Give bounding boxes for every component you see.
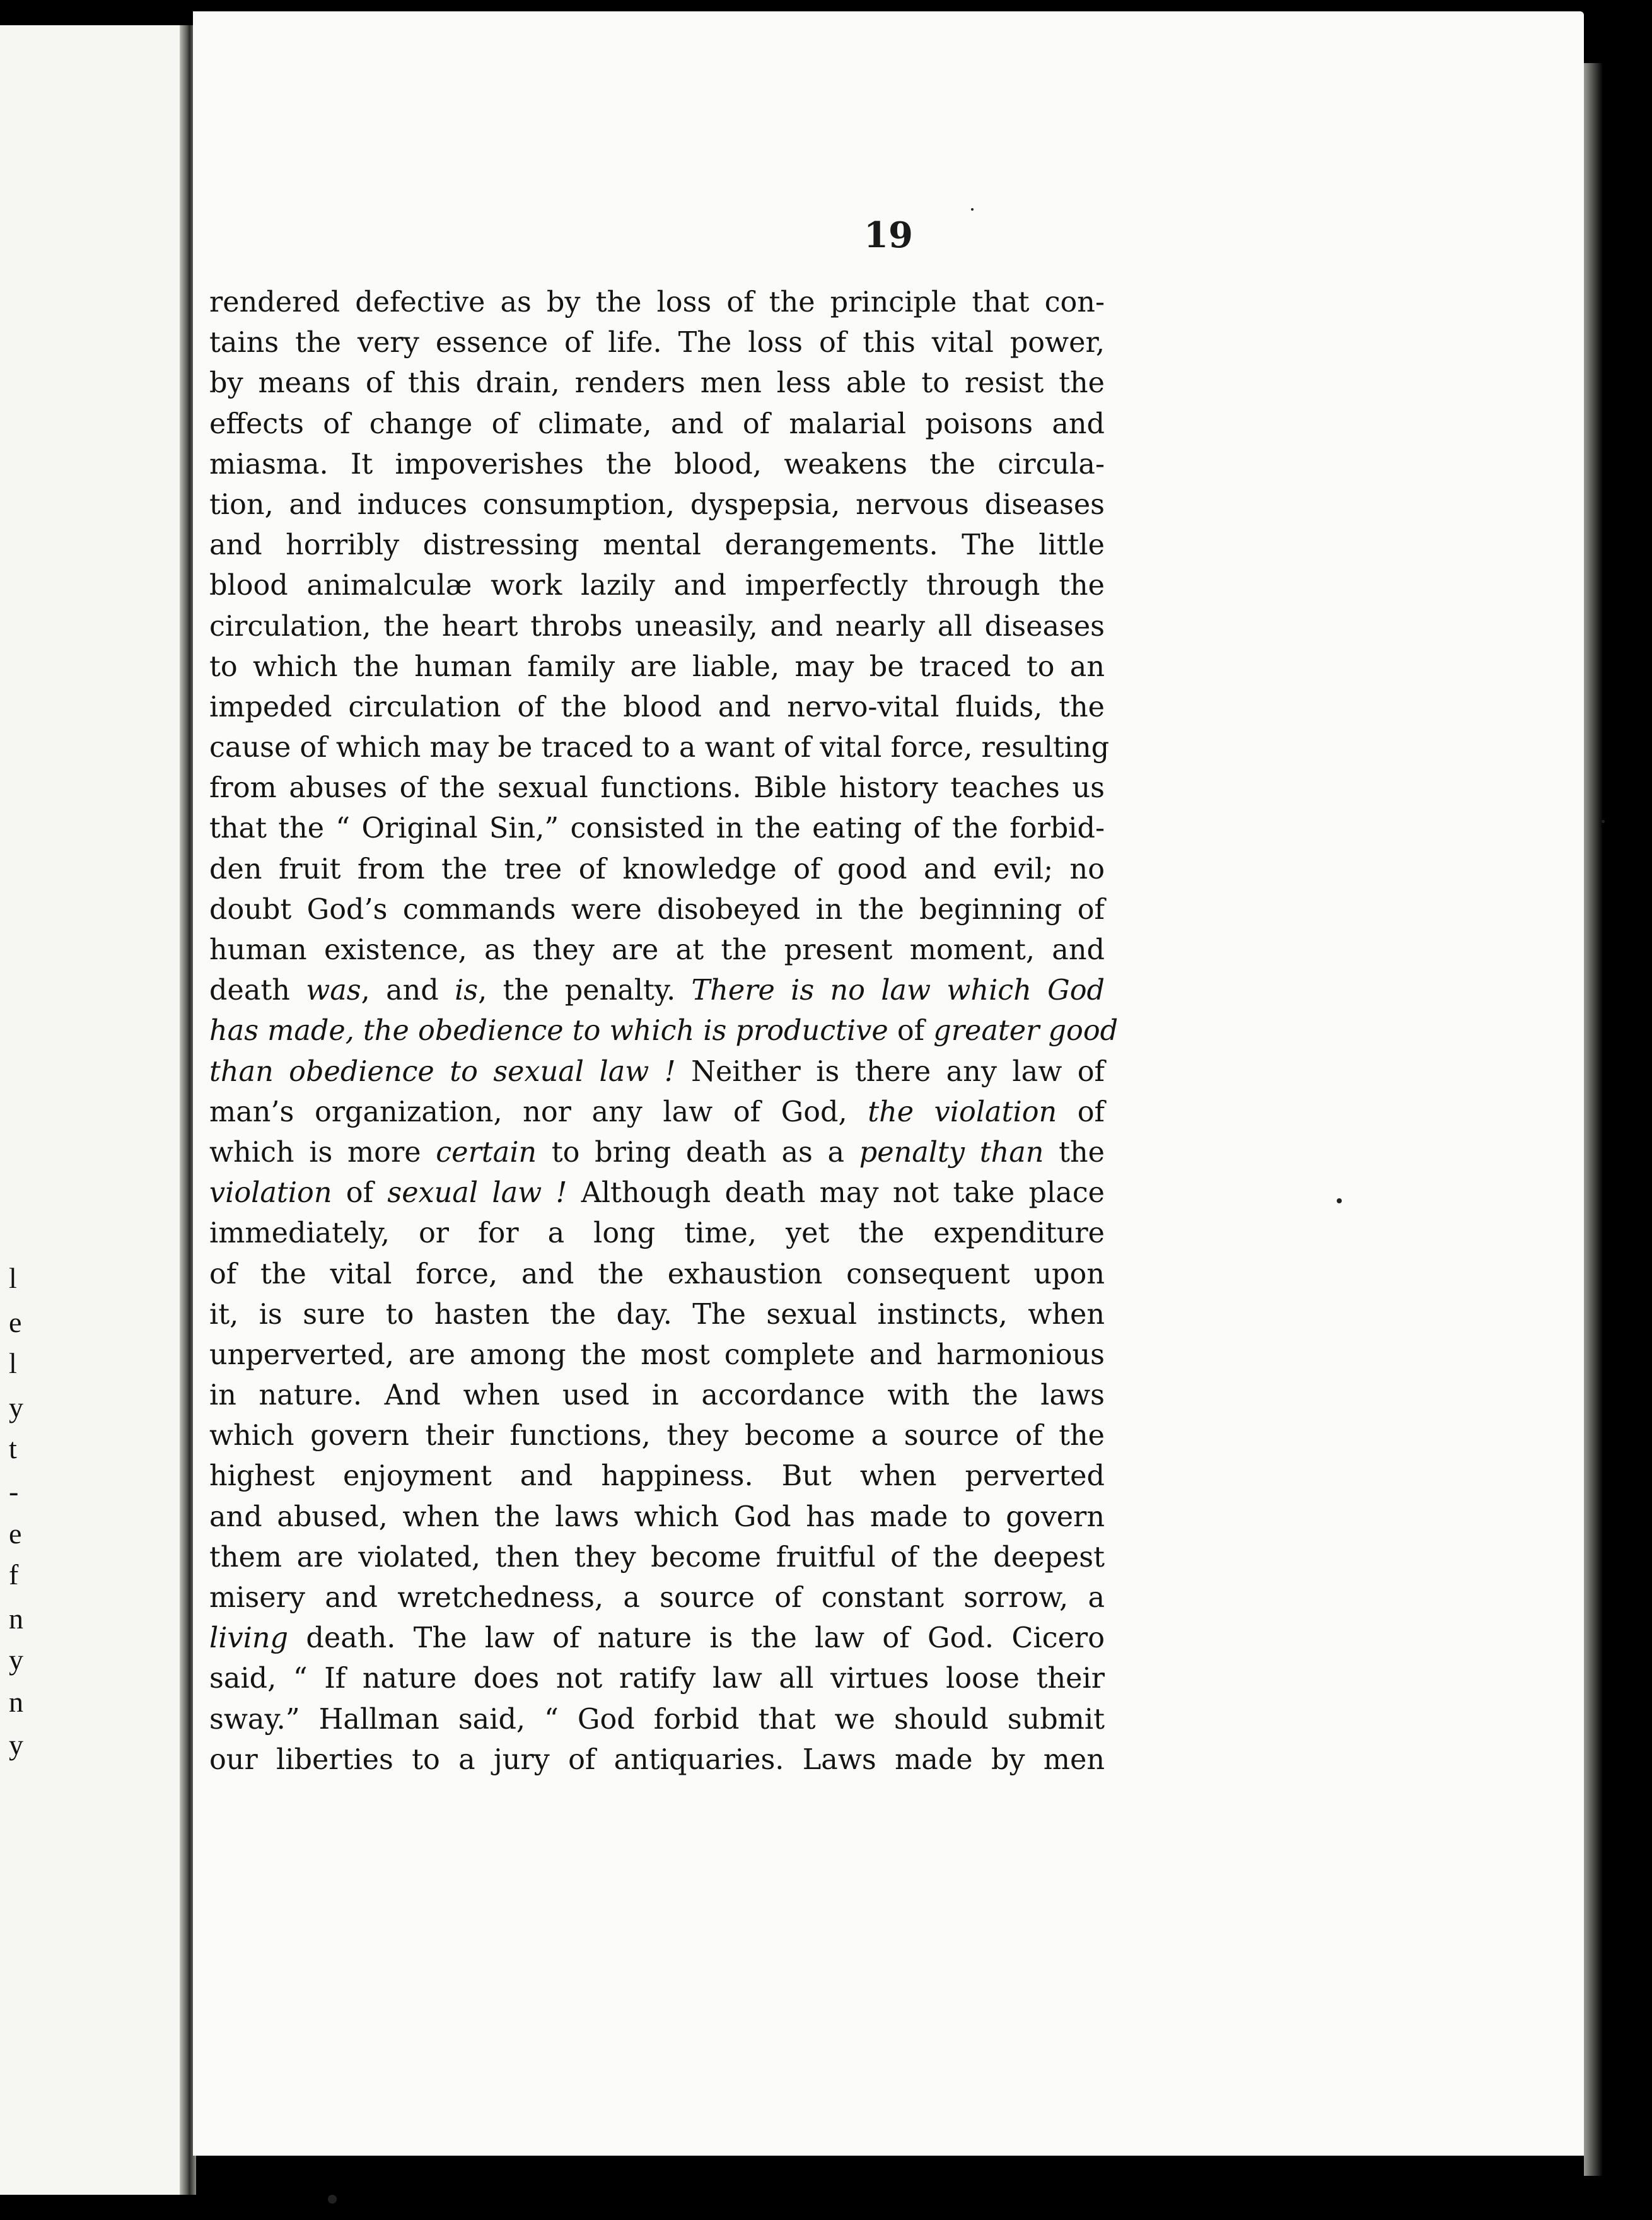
text-line <box>209 971 1105 1011</box>
text-run: tion, and induces consumption, dyspepsia, nervous diseases <box>209 488 1105 521</box>
text-run: immediately, or for a long time, yet the expenditure <box>209 1217 1105 1250</box>
text-run: den fruit from the tree of knowledge of good and evil; no <box>209 853 1105 885</box>
italic-text: has made, the obedience to which is productive <box>209 1015 888 1048</box>
margin-letter: n <box>9 1603 23 1635</box>
text-line <box>209 850 1105 890</box>
italic-text: than obedience to sexual law ! <box>209 1055 676 1088</box>
text-line <box>209 283 1105 323</box>
margin-letter: e <box>9 1306 22 1338</box>
text-line <box>209 1295 1105 1335</box>
text-line <box>209 1133 1105 1173</box>
page-body-text <box>209 283 1119 1780</box>
text-run: doubt God’s commands were disobeyed in the beginning of <box>209 893 1105 926</box>
text-run: that the “ Original Sin,” consisted in the eating of the forbid- <box>209 812 1105 845</box>
text-run: tains the very essence of life. The loss of this vital power, <box>209 327 1105 359</box>
left-page-cut-off-letters <box>0 25 38 2195</box>
scan-speck <box>1337 1198 1342 1203</box>
scan-speck <box>1602 820 1605 823</box>
text-line <box>209 1376 1105 1416</box>
text-line <box>209 1011 1119 1051</box>
text-run: said, “ If nature does not ratify law all virtues loose their <box>209 1662 1105 1695</box>
margin-letter: - <box>9 1475 19 1507</box>
text-line <box>209 1497 1105 1538</box>
text-run: of <box>332 1177 388 1210</box>
text-run: of <box>888 1015 934 1048</box>
text-run: our liberties to a jury of antiquaries. Laws made by men <box>209 1743 1105 1776</box>
text-run: effects of change of climate, and of malarial poisons and <box>209 407 1105 440</box>
margin-letter: y <box>9 1729 23 1761</box>
text-run: it, is sure to hasten the day. The sexual instincts, when <box>209 1298 1105 1331</box>
text-run: to bring death as a <box>537 1136 859 1169</box>
text-line <box>209 404 1105 445</box>
text-line <box>209 1092 1105 1133</box>
text-run: in nature. And when used in accordance with the laws <box>209 1379 1105 1412</box>
text-line <box>209 1578 1105 1618</box>
text-line <box>209 1618 1105 1659</box>
text-run: , the penalty. <box>478 974 692 1007</box>
text-run: Neither is there any law of <box>675 1055 1105 1088</box>
margin-letter: l <box>9 1347 17 1379</box>
italic-text: greater good <box>933 1015 1119 1048</box>
text-run: and abused, when the laws which God has made to govern <box>209 1500 1105 1533</box>
text-run: Although death may not take place <box>567 1177 1105 1210</box>
text-run: the <box>1044 1136 1105 1169</box>
text-line <box>209 1659 1105 1699</box>
text-line <box>209 1173 1105 1213</box>
italic-text: is <box>455 974 479 1007</box>
text-line <box>209 930 1105 971</box>
text-run: miasma. It impoverishes the blood, weakens the circula- <box>209 448 1105 481</box>
text-run: unperverted, are among the most complete and harmonious <box>209 1338 1105 1371</box>
text-run: misery and wretchedness, a source of constant sorrow, a <box>209 1582 1105 1614</box>
text-run: death <box>209 974 306 1007</box>
italic-text: was <box>306 974 361 1007</box>
text-line <box>209 363 1105 404</box>
text-line <box>209 728 1110 768</box>
italic-text: the violation <box>868 1095 1057 1128</box>
text-run: cause of which may be traced to a want of vital force, resulting <box>209 732 1110 764</box>
margin-letter: t <box>9 1432 17 1464</box>
text-line <box>209 607 1105 647</box>
text-line <box>209 525 1105 566</box>
text-run: and horribly distressing mental derangements. The little <box>209 529 1105 562</box>
text-line <box>209 485 1105 525</box>
margin-letter: e <box>9 1517 22 1550</box>
text-run: blood animalculæ work lazily and imperfectly through the <box>209 570 1105 602</box>
text-run: from abuses of the sexual functions. Bible history teaches us <box>209 772 1105 805</box>
text-line <box>209 1335 1105 1376</box>
text-line <box>209 1740 1105 1780</box>
text-run: which is more <box>209 1136 436 1169</box>
text-run: highest enjoyment and happiness. But when perverted <box>209 1460 1105 1493</box>
text-line <box>209 1213 1105 1254</box>
text-run: to which the human family are liable, may be traced to an <box>209 650 1105 683</box>
text-run: , and <box>361 974 455 1007</box>
text-line <box>209 445 1105 485</box>
italic-text: living <box>209 1622 288 1655</box>
text-run: them are violated, then they become fruitful of the deepest <box>209 1541 1105 1574</box>
text-line <box>209 323 1105 363</box>
left-page-edge <box>0 25 189 2195</box>
text-line <box>209 687 1105 728</box>
scan-speck <box>328 2195 337 2204</box>
text-line <box>209 1538 1105 1578</box>
text-run: rendered defective as by the loss of the principle that con- <box>209 286 1105 318</box>
margin-letter: n <box>9 1686 23 1718</box>
margin-letter: y <box>9 1391 23 1423</box>
page-edge-shadow <box>1584 63 1603 2176</box>
text-line <box>209 1052 1105 1092</box>
text-line <box>209 1700 1105 1740</box>
text-line <box>209 809 1105 849</box>
text-line <box>209 647 1105 687</box>
text-run: of <box>1057 1095 1105 1128</box>
text-line <box>209 566 1105 606</box>
text-run: circulation, the heart throbs uneasily, and nearly all diseases <box>209 610 1105 643</box>
margin-letter: f <box>9 1558 19 1591</box>
margin-letter: l <box>9 1262 17 1294</box>
text-run: of the vital force, and the exhaustion consequent upon <box>209 1258 1105 1290</box>
text-line <box>209 1456 1105 1497</box>
margin-letter: y <box>9 1644 23 1676</box>
text-run: death. The law of nature is the law of God. Cicero <box>288 1622 1105 1655</box>
italic-text: certain <box>436 1136 537 1169</box>
text-run: man’s organization, nor any law of God, <box>209 1095 868 1128</box>
italic-text: sexual law ! <box>387 1177 567 1210</box>
text-run: which govern their functions, they become a source of the <box>209 1420 1105 1452</box>
text-line <box>209 768 1105 809</box>
text-run: impeded circulation of the blood and nervo-vital fluids, the <box>209 691 1105 723</box>
scan-speck <box>971 208 974 211</box>
text-run: human existence, as they are at the present moment, and <box>209 934 1105 966</box>
text-line <box>209 890 1105 930</box>
page-number: 19 <box>864 214 913 256</box>
italic-text: violation <box>209 1177 332 1210</box>
italic-text: penalty than <box>859 1136 1044 1169</box>
text-run: sway.” Hallman said, “ God forbid that we should submit <box>209 1703 1105 1736</box>
text-line <box>209 1416 1105 1456</box>
text-run: by means of this drain, renders men less able to resist the <box>209 367 1105 400</box>
text-line <box>209 1254 1105 1295</box>
italic-text: There is no law which God <box>691 974 1105 1007</box>
